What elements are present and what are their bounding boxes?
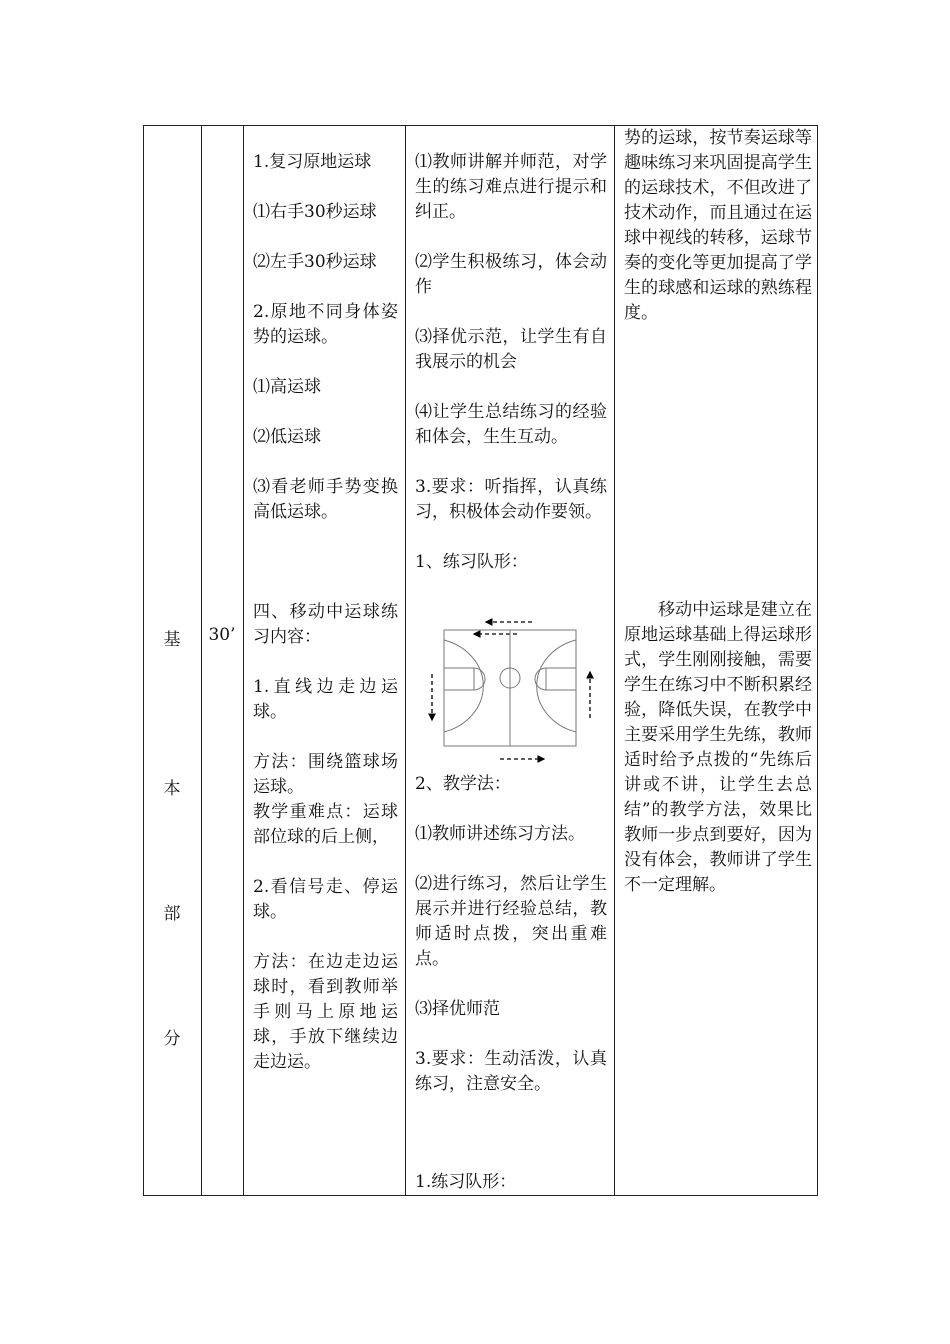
method-item: ⑷让学生总结练习的经验和体会，生生互动。 [415, 402, 607, 447]
requirement: 3.要求：生动活泼，认真练习，注意安全。 [415, 1049, 607, 1094]
content-item: 1.复习原地运球 [253, 152, 372, 172]
notes-paragraph: 势的运球，按节奏运球等趣味练习来巩固提高学生的运球技术，不但改进了技术动作，而且通过在运球中视线的转移，运球节奏的变化等更加提高了学生的球感和运球的熟练程度。 [624, 128, 812, 323]
column-divider [614, 125, 615, 1196]
drill-item: 1.直线边走边运球。 [253, 677, 398, 722]
content-item: ⑶看老师手势变换高低运球。 [253, 477, 398, 522]
drill-method: 方法：围绕篮球场运球。 [253, 752, 398, 797]
column-divider [243, 125, 244, 1196]
content-item: ⑴高运球 [253, 377, 321, 397]
teaching-methods [415, 772, 607, 1097]
content-item: ⑵低运球 [253, 427, 321, 447]
section-label-char: 基 [163, 630, 181, 650]
time-duration: 30’ [208, 625, 236, 645]
column-divider [201, 125, 202, 1196]
teaching-item: ⑶择优师范 [415, 999, 500, 1019]
section-label-char: 分 [163, 1029, 181, 1049]
methods-column [415, 150, 607, 575]
notes-paragraph: 移动中运球是建立在原地运球基础上得运球形式，学生刚刚接触，需要学生在练习中不断积累经验，降低失误，在教学中主要采用学生先练，教师适时给予点拨的“先练后讲或不讲，让学生去总结”的教学方法，效果比教师一步点到要好，因为没有体会，教师讲了学生不一定理解。 [624, 600, 812, 895]
requirement: 3.要求：听指挥，认真练习，积极体会动作要领。 [415, 477, 607, 522]
column-divider [405, 125, 406, 1196]
drill-item: 2.看信号走、停运球。 [253, 877, 398, 922]
method-item: ⑵学生积极练习，体会动作 [415, 252, 607, 297]
move-section-title: 四、移动中运球练习内容： [253, 602, 398, 647]
basketball-court-icon [424, 612, 609, 772]
section-label-char: 本 [163, 779, 181, 799]
section-label-char: 部 [163, 904, 181, 924]
teaching-title: 2、教学法： [415, 774, 511, 794]
formation-label: 1.练习队形： [415, 1172, 517, 1192]
method-item: ⑶择优示范，让学生有自我展示的机会 [415, 327, 607, 372]
content-item: ⑵左手30秒运球 [253, 252, 377, 272]
drill-method: 方法：在边走边运球时，看到教师举手则马上原地运球，手放下继续边走边运。 [253, 952, 398, 1072]
content-item: 2.原地不同身体姿势的运球。 [253, 302, 398, 347]
content-item: ⑴右手30秒运球 [253, 202, 377, 222]
formation-label: 1、练习队形： [415, 552, 528, 572]
method-item: ⑴教师讲解并师范，对学生的练习难点进行提示和纠正。 [415, 152, 607, 222]
teaching-item: ⑵进行练习，然后让学生展示并进行经验总结，教师适时点拨，突出重难点。 [415, 874, 607, 969]
content-column [253, 150, 398, 1075]
teaching-item: ⑴教师讲述练习方法。 [415, 824, 585, 844]
key-point: 教学重难点：运球部位球的后上侧， [253, 802, 398, 847]
